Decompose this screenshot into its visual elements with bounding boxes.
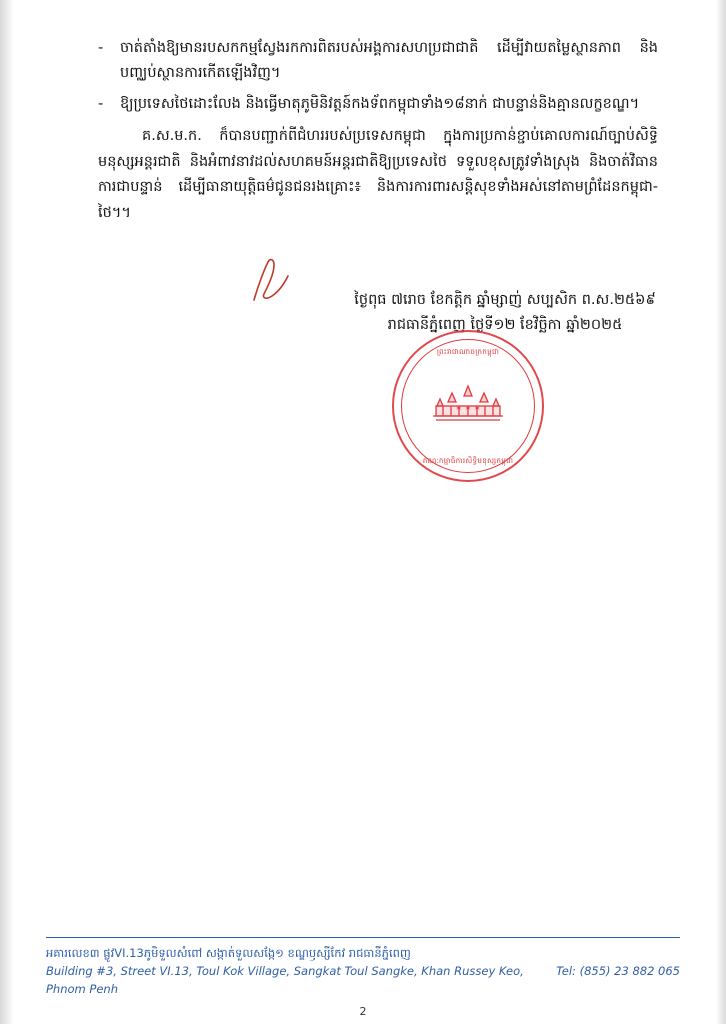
footer-divider [46,937,680,938]
page-footer [46,937,680,998]
list-item [98,92,658,117]
seal-top-text: ព្រះរាជាណាចក្រកម្ពុជា [436,347,500,356]
document-body [98,36,658,241]
bullet-list [98,36,658,117]
list-item [98,36,658,86]
seal-stars: ✶ ✶ ✶ [455,404,481,413]
bullet-text: ចាត់តាំងឱ្យមានរបសកកម្មស្វែងរកការពិតរបស់អង្គការសហប្រជាជាតិ ដើម្បីវាយតម្លៃស្ថានភាព និងបញ្ឈប់ស្ថានការកើតឡើងវិញ។ [120,40,658,81]
page-number: 2 [359,1005,367,1018]
handwritten-signature-mark [248,256,294,306]
footer-contact-row [46,962,680,998]
angkor-temple-icon [431,384,505,428]
bullet-dash-icon: - [98,40,104,56]
signature-date-gregorian: រាជធានីភ្នំពេញ ថ្ងៃទី១២ ខែវិច្ឆិកា ឆ្នាំ២០២៥ [387,317,623,333]
signature-date-buddhist: ថ្ងៃពុធ ៧រោច ខែកត្តិក ឆ្នាំម្សាញ់ សប្បសិក ព.ស.២៥៦៩ [354,292,656,308]
footer-address-khmer: អគារលេខ៣ ផ្លូវVI.13ភូមិទួលសំពៅ សង្កាត់ទួលសង្កែ១ ខណ្ឌឫស្សីកែវ រាជធានីភ្នំពេញ [46,946,411,960]
bullet-dash-icon: - [98,96,104,112]
seal-bottom-text: គណៈកម្មាធិការសិទ្ធិមនុស្សកម្ពុជា [422,456,514,465]
footer-telephone: Tel: (855) 23 882 065 [556,964,680,978]
body-paragraph: គ.ស.ម.ក. ក៏បានបញ្ជាក់ពីជំហររបស់ប្រទេសកម្ពុជា ក្នុងការប្រកាន់ខ្ជាប់គោលការណ៍ច្បាប់សិទ្ធិមនុស្សអន្តរជាតិ និងអំពាវនាវដល់សហគមន៍អន្តរជាតិឱ្យប្រទេសថៃ ទទួលខុសត្រូវទាំងស្រុង និងចាត់វិធានការជាបន្ទាន់ ដើម្បីធានាយុត្តិធម៌ជូនជនរងគ្រោះ៖ និងការការពារសន្តិសុខទាំងអស់នៅតាមព្រំដែនកម្ពុជា-ថៃ។។ [98,128,658,221]
official-seal [392,330,544,482]
bullet-text: ឱ្យប្រទេសថៃដោះលែង និងធ្វើមាតុភូមិនិវត្តន៍កងទ័ពកម្ពុជាទាំង១៨នាក់ ជាបន្ទាន់និងគ្មានលក្ខខណ្ឌ។ [120,96,640,112]
footer-address-english: Building #3, Street VI.13, Toul Kok Village, Sangkat Toul Sangke, Khan Russey Keo, Phnom Penh [46,964,524,996]
